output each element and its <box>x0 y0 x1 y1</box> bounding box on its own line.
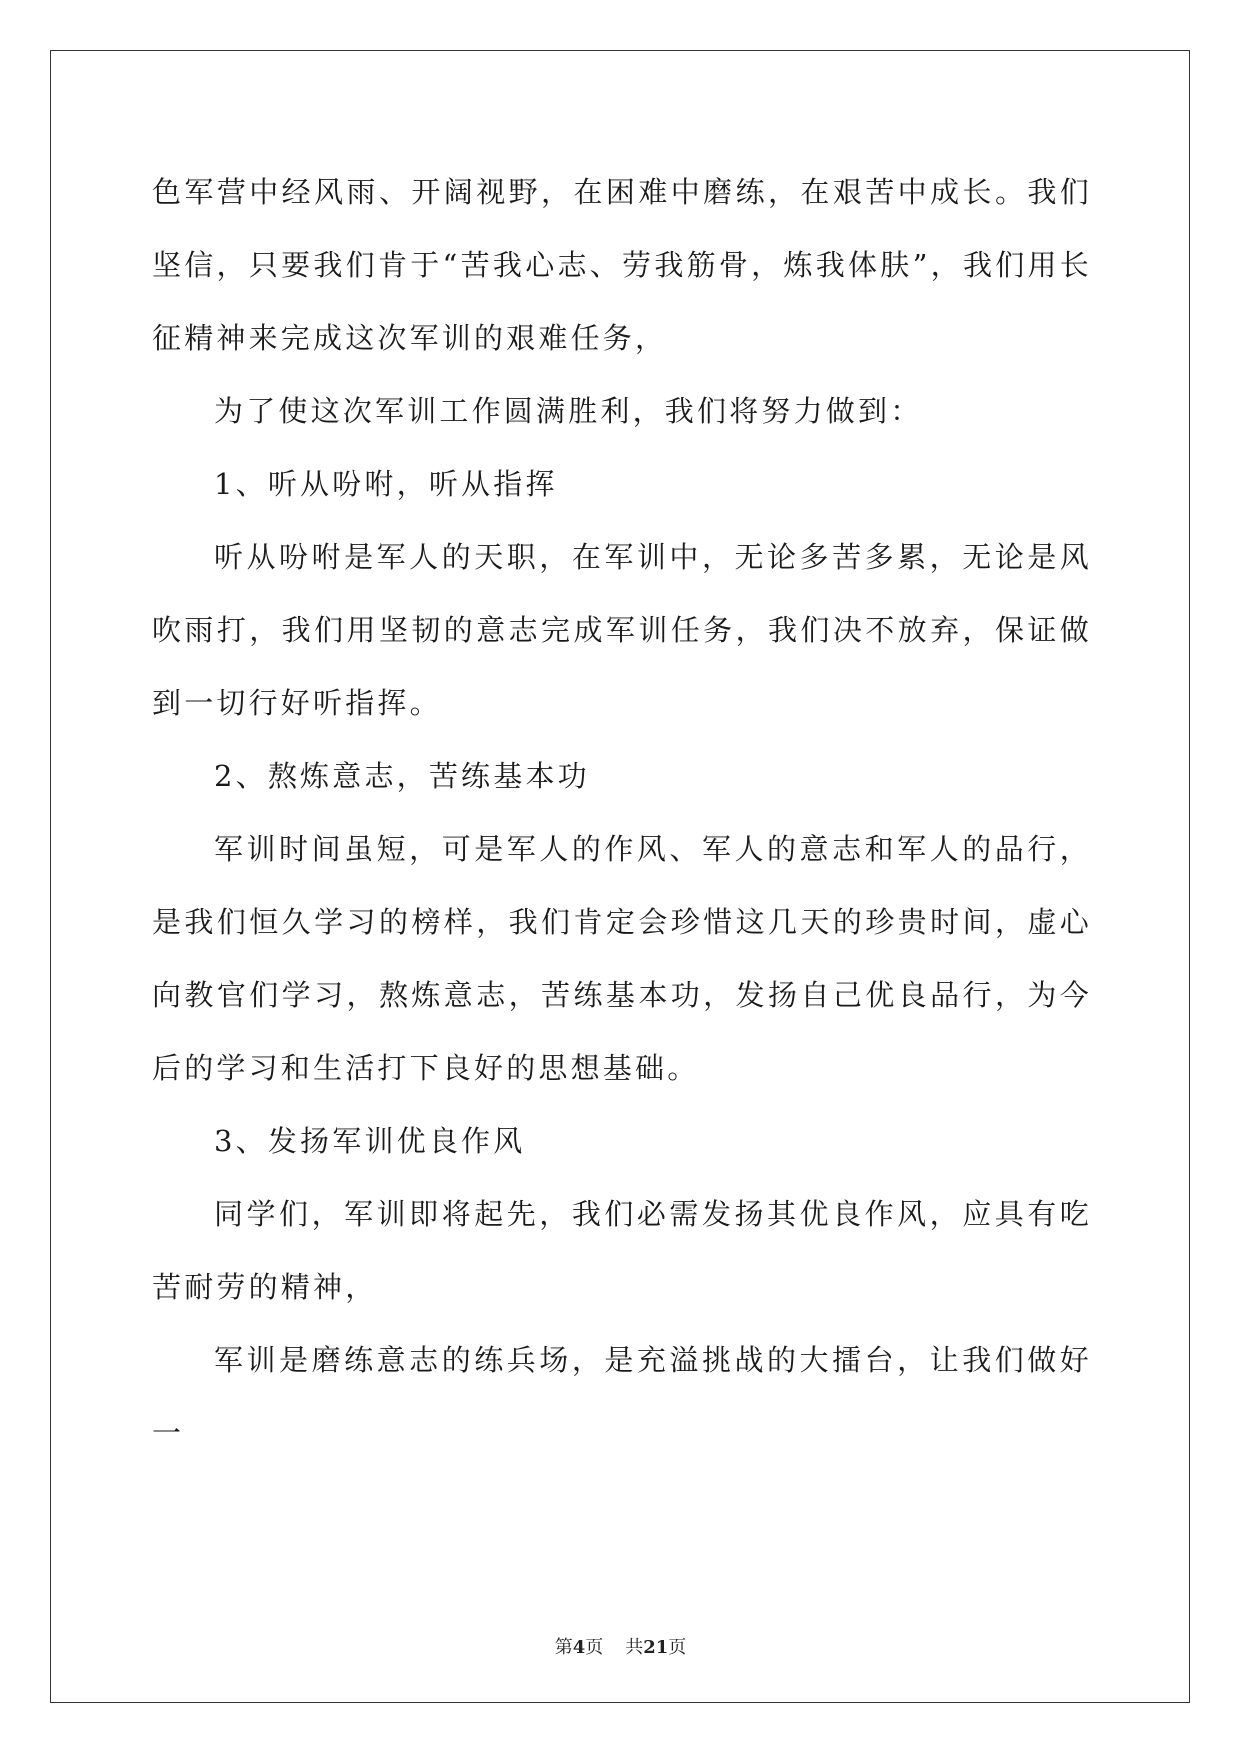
section-heading-3: 3、发扬军训优良作风 <box>214 1124 526 1158</box>
paragraph-6: 军训是磨练意志的练兵场，是充溢挑战的大擂台，让我们做好一 <box>152 1343 1092 1450</box>
section-heading-1: 1、听从吩咐，听从指挥 <box>214 467 558 501</box>
paragraph-2: 为了使这次军训工作圆满胜利，我们将努力做到： <box>214 394 923 428</box>
footer-total-suffix: 页 <box>668 1637 687 1658</box>
paragraph-4: 军训时间虽短，可是军人的作风、军人的意志和军人的品行，是我们恒久学习的榜样，我们肯定会珍惜这几天的珍贵时间，虚心向教官们学习，熬炼意志，苦练基本功，发扬自己优良品行，为今后的学习和生活打下良好的思想基础。 <box>152 832 1092 1085</box>
footer-total-prefix: 共 <box>625 1637 644 1658</box>
footer-prefix: 第 <box>554 1637 573 1658</box>
total-page-count: 21 <box>643 1637 669 1658</box>
page-footer <box>0 1636 1241 1660</box>
document-body <box>152 156 1092 1470</box>
section-heading-2: 2、熬炼意志，苦练基本功 <box>214 759 590 793</box>
current-page-number: 4 <box>572 1637 586 1658</box>
paragraph-1: 色军营中经风雨、开阔视野，在困难中磨练，在艰苦中成长。我们坚信，只要我们肯于“苦我心志、劳我筋骨，炼我体肤”，我们用长征精神来完成这次军训的艰难任务， <box>152 175 1092 355</box>
paragraph-5: 同学们，军训即将起先，我们必需发扬其优良作风，应具有吃苦耐劳的精神， <box>152 1197 1092 1304</box>
footer-page-suffix: 页 <box>585 1637 604 1658</box>
paragraph-3: 听从吩咐是军人的天职，在军训中，无论多苦多累，无论是风吹雨打，我们用坚韧的意志完成军训任务，我们决不放弃，保证做到一切行好听指挥。 <box>152 540 1092 720</box>
